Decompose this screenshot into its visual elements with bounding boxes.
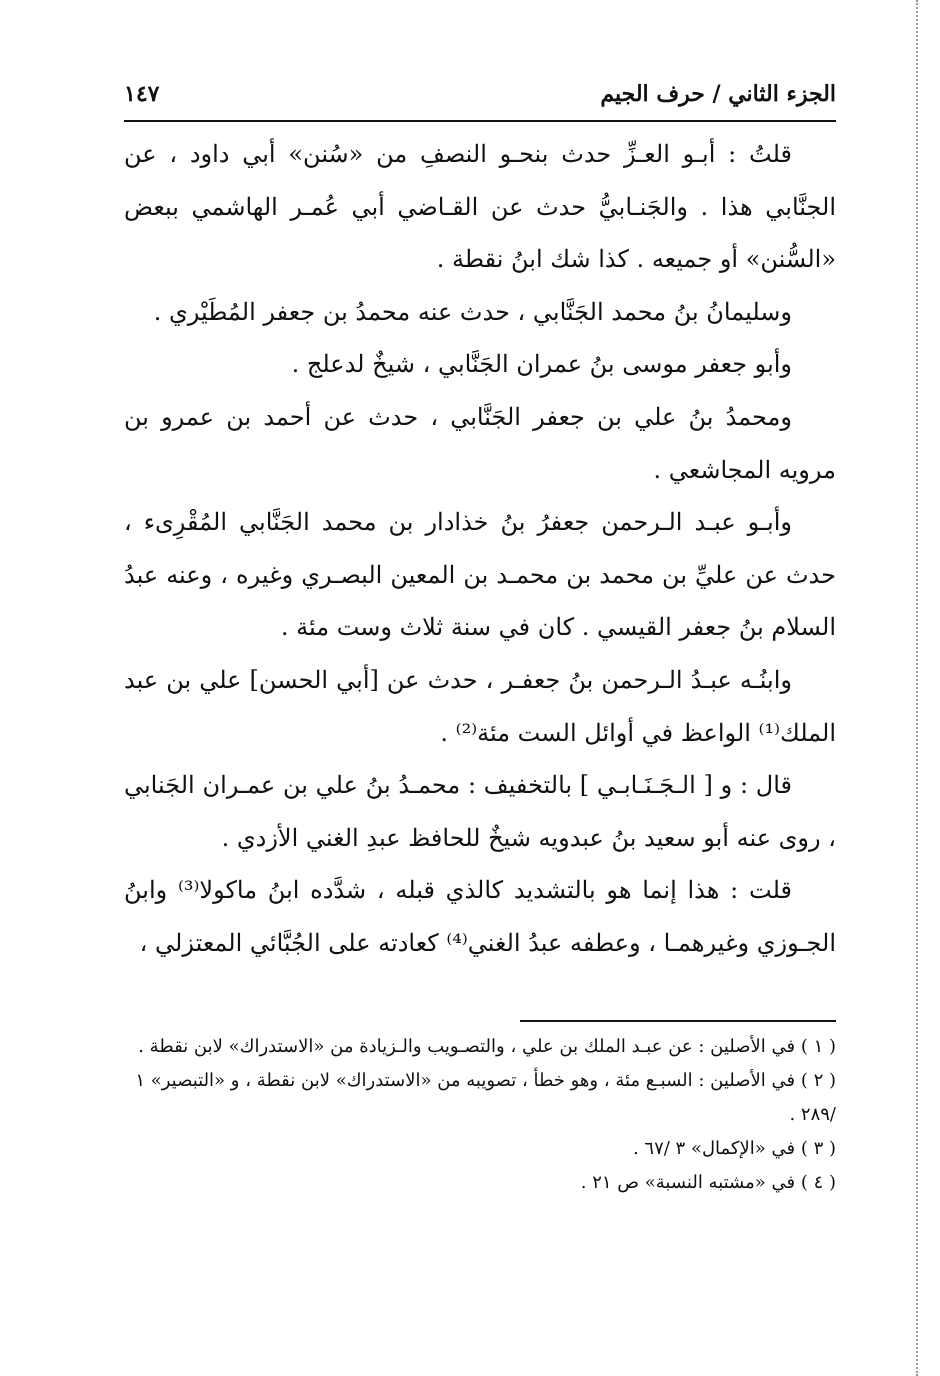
paragraph: قال : و [ الـجَـنَـابـي ] بالتخفيف : محمـدُ بنُ علي بن عمـران الجَنابي ، روى عنه أبو سعيد بنُ عبدويه شيخٌ للحافظ عبدِ الغني الأزدي . xyxy=(124,771,836,852)
paragraph: وأبـو عبـد الـرحمن جعفرُ بنُ خذادار بن محمد الجَنَّابي المُقْرِىء ، حدث عن عليِّ بن محمد بن محمـد بن المعين البصـري وغيره ، وعنه عبدُ السلام بنُ جعفر القيسي . كان في سنة ثلاث وست مئة . xyxy=(124,508,836,642)
paragraph: وسليمانُ بنُ محمد الجَنَّابي ، حدث عنه محمدُ بن جعفر المُطَيْري . xyxy=(153,297,792,326)
footnote-divider xyxy=(520,1020,836,1022)
paragraph: قلت : هذا إنما هو بالتشديد كالذي قبله ، شدَّده ابنُ ماكولا⁽³⁾ وابنُ الجـوزي وغيرهمـا ، وعطفه عبدُ الغني⁽⁴⁾ كعادته على الجُبَّائي المعتزلي ، xyxy=(124,876,836,957)
paragraph: وأبو جعفر موسى بنُ عمران الجَنَّابي ، شيخٌ لدعلج . xyxy=(291,350,792,379)
scan-edge xyxy=(916,0,918,1376)
footnotes xyxy=(124,1030,836,1200)
page-header xyxy=(124,74,836,114)
paragraph: وابنُـه عبـدُ الـرحمن بنُ جعفـر ، حدث عن [أبي الحسن] علي بن عبد الملك⁽¹⁾ الواعظ في أوائل الست مئة⁽²⁾ . xyxy=(124,665,836,747)
footnote: ( ١ ) في الأصلين : عن عبـد الملك بن علي ، والتصـويب والـزيادة من «الاستدراك» لابن نقطة . xyxy=(138,1036,836,1057)
footnote: ( ٤ ) في «مشتبه النسبة» ص ٢١ . xyxy=(580,1172,836,1193)
header-divider xyxy=(124,120,836,122)
paragraph: قلتُ : أبـو العـزِّ حدث بنحـو النصفِ من «سُنن» أبي داود ، عن الجنَّابي هذا . والجَنـابيُّ حدث عن القـاضي أبي عُمـر الهاشمي ببعض «السُّنن» أو جميعه . كذا شك ابنُ نقطة . xyxy=(124,140,836,274)
running-title: الجزء الثاني / حرف الجيم xyxy=(600,81,836,107)
paragraph: ومحمدُ بنُ علي بن جعفر الجَنَّابي ، حدث عن أحمد بن عمرو بن مرويه المجاشعي . xyxy=(124,402,836,484)
footnote: ( ٢ ) في الأصلين : السبـع مئة ، وهو خطأ ، تصويبه من «الاستدراك» لابن نقطة ، و «التبصير» ١ /٢٨٩ . xyxy=(135,1070,836,1125)
footnote: ( ٣ ) في «الإكمال» ٣ /٦٧ . xyxy=(632,1138,836,1159)
main-text xyxy=(124,128,836,970)
page-number: ١٤٧ xyxy=(124,81,160,107)
